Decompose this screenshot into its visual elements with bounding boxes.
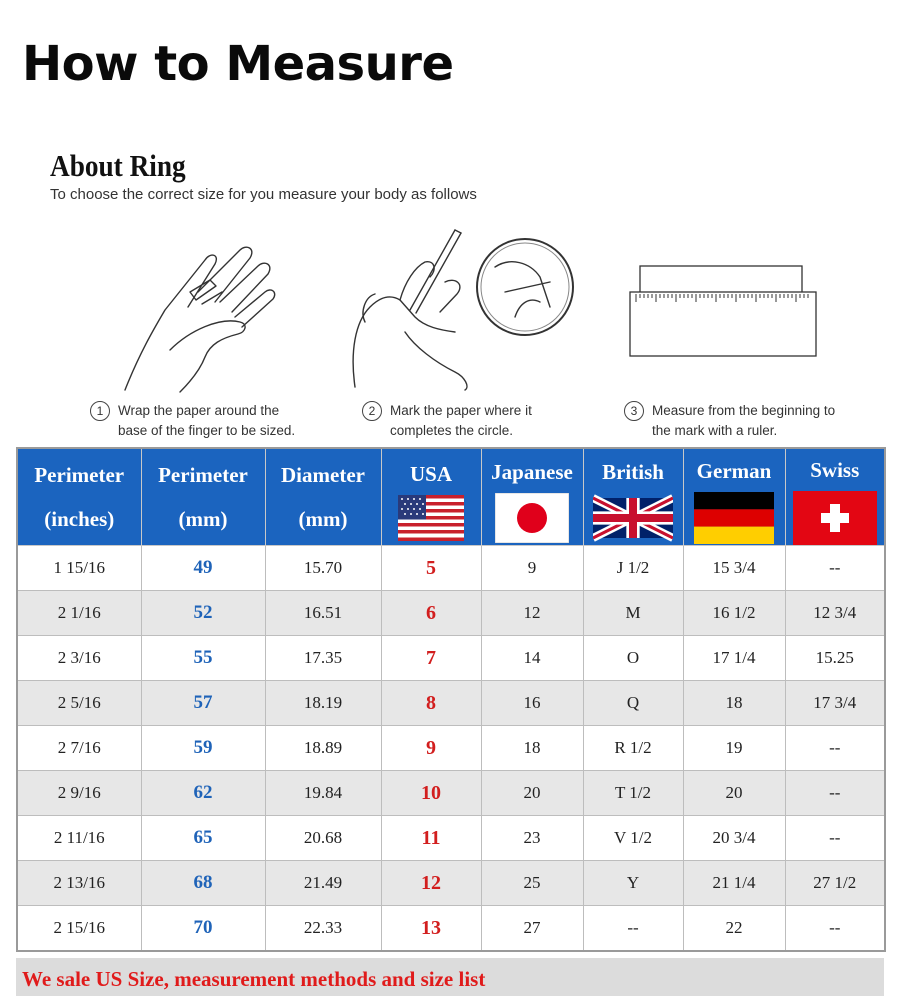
diameter-mm-cell: 19.84 bbox=[265, 771, 381, 816]
perimeter-mm-cell: 62 bbox=[141, 771, 265, 816]
perimeter-mm-cell: 59 bbox=[141, 726, 265, 771]
diameter-mm-cell: 20.68 bbox=[265, 816, 381, 861]
british-size-cell: -- bbox=[583, 906, 683, 952]
table-body bbox=[17, 546, 885, 952]
swiss-size-cell: 15.25 bbox=[785, 636, 885, 681]
header-japanese: Japanese bbox=[481, 448, 583, 546]
british-size-cell: M bbox=[583, 591, 683, 636]
germany-flag-icon bbox=[694, 492, 774, 544]
table-header-row bbox=[17, 448, 885, 546]
diameter-mm-cell: 22.33 bbox=[265, 906, 381, 952]
perimeter-mm-cell: 65 bbox=[141, 816, 265, 861]
usa-size-cell: 11 bbox=[381, 816, 481, 861]
about-ring-heading: About Ring bbox=[50, 148, 186, 183]
step-text-line: Mark the paper where it bbox=[390, 403, 532, 418]
german-size-cell: 17 1/4 bbox=[683, 636, 785, 681]
diameter-mm-cell: 18.89 bbox=[265, 726, 381, 771]
usa-size-cell: 5 bbox=[381, 546, 481, 591]
japanese-size-cell: 23 bbox=[481, 816, 583, 861]
table-row bbox=[17, 546, 885, 591]
ruler-illustration bbox=[628, 264, 820, 360]
british-size-cell: Y bbox=[583, 861, 683, 906]
japanese-size-cell: 25 bbox=[481, 861, 583, 906]
header-diameter-mm: Diameter (mm) bbox=[265, 448, 381, 546]
german-size-cell: 15 3/4 bbox=[683, 546, 785, 591]
usa-size-cell: 9 bbox=[381, 726, 481, 771]
perimeter-inches-cell: 2 5/16 bbox=[17, 681, 141, 726]
perimeter-inches-cell: 2 13/16 bbox=[17, 861, 141, 906]
table-row bbox=[17, 861, 885, 906]
british-size-cell: Q bbox=[583, 681, 683, 726]
perimeter-mm-cell: 68 bbox=[141, 861, 265, 906]
perimeter-mm-cell: 57 bbox=[141, 681, 265, 726]
step-number: 1 bbox=[90, 401, 110, 421]
table-row bbox=[17, 771, 885, 816]
step-text-line: Wrap the paper around the bbox=[118, 403, 280, 418]
uk-flag-icon bbox=[593, 493, 673, 543]
table-row bbox=[17, 681, 885, 726]
header-perimeter-mm: Perimeter (mm) bbox=[141, 448, 265, 546]
german-size-cell: 20 3/4 bbox=[683, 816, 785, 861]
swiss-size-cell: 12 3/4 bbox=[785, 591, 885, 636]
diameter-mm-cell: 18.19 bbox=[265, 681, 381, 726]
japanese-size-cell: 16 bbox=[481, 681, 583, 726]
hand-wrap-illustration bbox=[110, 232, 290, 397]
swiss-size-cell: -- bbox=[785, 546, 885, 591]
perimeter-inches-cell: 2 1/16 bbox=[17, 591, 141, 636]
swiss-size-cell: 27 1/2 bbox=[785, 861, 885, 906]
footer-banner bbox=[16, 958, 884, 996]
table-row bbox=[17, 636, 885, 681]
perimeter-mm-cell: 55 bbox=[141, 636, 265, 681]
german-size-cell: 20 bbox=[683, 771, 785, 816]
swiss-size-cell: -- bbox=[785, 906, 885, 952]
usa-size-cell: 10 bbox=[381, 771, 481, 816]
german-size-cell: 16 1/2 bbox=[683, 591, 785, 636]
german-size-cell: 19 bbox=[683, 726, 785, 771]
perimeter-inches-cell: 2 9/16 bbox=[17, 771, 141, 816]
ring-size-table bbox=[16, 447, 886, 952]
perimeter-inches-cell: 2 3/16 bbox=[17, 636, 141, 681]
usa-flag-icon bbox=[398, 495, 464, 541]
step-number: 3 bbox=[624, 401, 644, 421]
british-size-cell: V 1/2 bbox=[583, 816, 683, 861]
british-size-cell: O bbox=[583, 636, 683, 681]
table-row bbox=[17, 591, 885, 636]
japanese-size-cell: 20 bbox=[481, 771, 583, 816]
usa-size-cell: 7 bbox=[381, 636, 481, 681]
table-row bbox=[17, 906, 885, 952]
japanese-size-cell: 14 bbox=[481, 636, 583, 681]
usa-size-cell: 8 bbox=[381, 681, 481, 726]
table-row bbox=[17, 726, 885, 771]
step-text-line: the mark with a ruler. bbox=[652, 423, 778, 438]
perimeter-mm-cell: 52 bbox=[141, 591, 265, 636]
japanese-size-cell: 12 bbox=[481, 591, 583, 636]
british-size-cell: R 1/2 bbox=[583, 726, 683, 771]
swiss-size-cell: -- bbox=[785, 771, 885, 816]
footer-note: We sale US Size, measurement methods and size list bbox=[22, 967, 486, 991]
perimeter-mm-cell: 49 bbox=[141, 546, 265, 591]
british-size-cell: T 1/2 bbox=[583, 771, 683, 816]
japan-flag-icon bbox=[495, 493, 569, 543]
perimeter-inches-cell: 2 11/16 bbox=[17, 816, 141, 861]
header-swiss: Swiss bbox=[785, 448, 885, 546]
japanese-size-cell: 27 bbox=[481, 906, 583, 952]
header-perimeter-inches: Perimeter (inches) bbox=[17, 448, 141, 546]
perimeter-inches-cell: 2 7/16 bbox=[17, 726, 141, 771]
perimeter-inches-cell: 2 15/16 bbox=[17, 906, 141, 952]
german-size-cell: 21 1/4 bbox=[683, 861, 785, 906]
usa-size-cell: 6 bbox=[381, 591, 481, 636]
japanese-size-cell: 18 bbox=[481, 726, 583, 771]
header-british: British bbox=[583, 448, 683, 546]
diameter-mm-cell: 17.35 bbox=[265, 636, 381, 681]
diameter-mm-cell: 21.49 bbox=[265, 861, 381, 906]
usa-size-cell: 13 bbox=[381, 906, 481, 952]
step-number: 2 bbox=[362, 401, 382, 421]
header-usa: USA bbox=[381, 448, 481, 546]
perimeter-mm-cell: 70 bbox=[141, 906, 265, 952]
swiss-size-cell: 17 3/4 bbox=[785, 681, 885, 726]
swiss-size-cell: -- bbox=[785, 726, 885, 771]
british-size-cell: J 1/2 bbox=[583, 546, 683, 591]
diameter-mm-cell: 15.70 bbox=[265, 546, 381, 591]
pen-mark-illustration bbox=[345, 222, 580, 392]
usa-size-cell: 12 bbox=[381, 861, 481, 906]
page-title: How to Measure bbox=[22, 36, 454, 92]
about-ring-subtitle: To choose the correct size for you measure your body as follows bbox=[50, 186, 477, 203]
swiss-size-cell: -- bbox=[785, 816, 885, 861]
step-text-line: base of the finger to be sized. bbox=[118, 423, 296, 438]
step-text-line: Measure from the beginning to bbox=[652, 403, 836, 418]
german-size-cell: 18 bbox=[683, 681, 785, 726]
header-german: German bbox=[683, 448, 785, 546]
table-row bbox=[17, 816, 885, 861]
german-size-cell: 22 bbox=[683, 906, 785, 952]
switzerland-flag-icon bbox=[793, 491, 877, 545]
diameter-mm-cell: 16.51 bbox=[265, 591, 381, 636]
perimeter-inches-cell: 1 15/16 bbox=[17, 546, 141, 591]
step-text-line: completes the circle. bbox=[390, 423, 514, 438]
japanese-size-cell: 9 bbox=[481, 546, 583, 591]
